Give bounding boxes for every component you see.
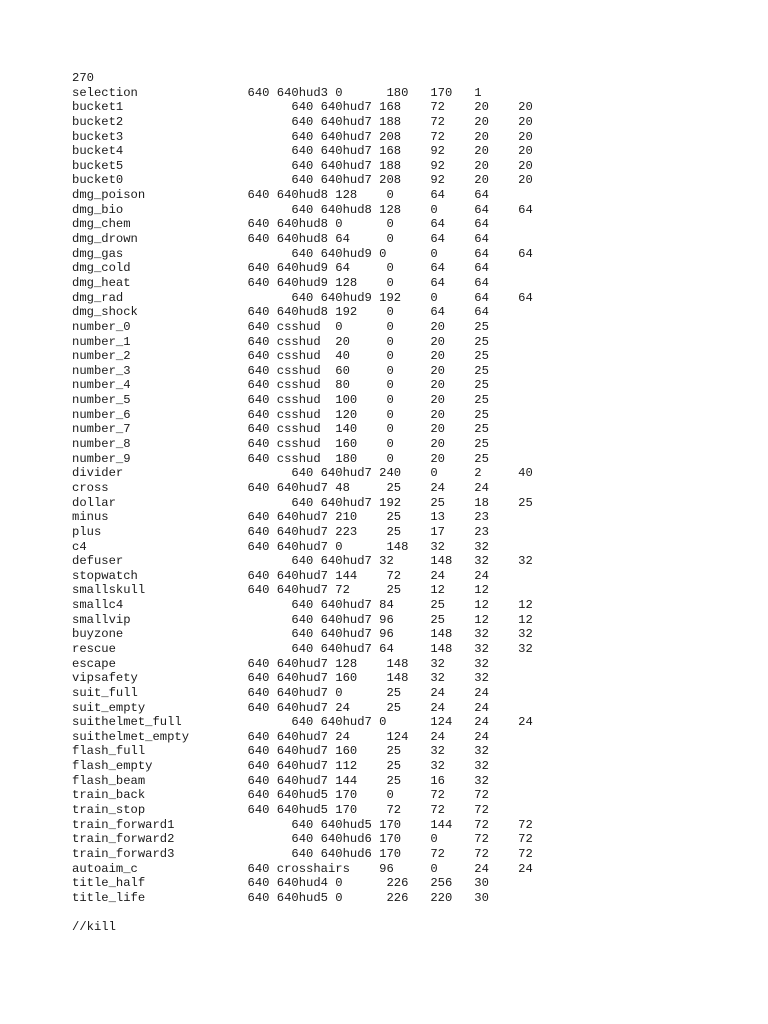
document-line: title_half 640 640hud4 0 226 256 30 — [72, 876, 489, 891]
text-document — [72, 71, 533, 935]
document-line: smallc4 640 640hud7 84 25 12 12 — [72, 598, 533, 613]
document-line: train_back 640 640hud5 170 0 72 72 — [72, 788, 489, 803]
document-line: train_stop 640 640hud5 170 72 72 72 — [72, 803, 489, 818]
document-line: minus 640 640hud7 210 25 13 23 — [72, 510, 489, 525]
document-line: vipsafety 640 640hud7 160 148 32 32 — [72, 671, 489, 686]
document-line: flash_beam 640 640hud7 144 25 16 32 — [72, 773, 489, 788]
document-line: plus 640 640hud7 223 25 17 23 — [72, 524, 489, 539]
document-line: bucket5 640 640hud7 188 92 20 20 — [72, 158, 533, 173]
document-line: stopwatch 640 640hud7 144 72 24 24 — [72, 568, 489, 583]
document-line: defuser 640 640hud7 32 148 32 32 — [72, 554, 533, 569]
document-line: train_forward1 640 640hud5 170 144 72 72 — [72, 817, 533, 832]
document-line: escape 640 640hud7 128 148 32 32 — [72, 656, 489, 671]
document-line: bucket3 640 640hud7 208 72 20 20 — [72, 129, 533, 144]
document-line: bucket1 640 640hud7 168 72 20 20 — [72, 100, 533, 115]
document-line: train_forward3 640 640hud6 170 72 72 72 — [72, 846, 533, 861]
document-line: dmg_poison 640 640hud8 128 0 64 64 — [72, 188, 489, 203]
document-line: dmg_chem 640 640hud8 0 0 64 64 — [72, 217, 489, 232]
document-line: number_7 640 csshud 140 0 20 25 — [72, 422, 489, 437]
document-line: dmg_gas 640 640hud9 0 0 64 64 — [72, 246, 533, 261]
document-line: autoaim_c 640 crosshairs 96 0 24 24 — [72, 861, 533, 876]
document-line: 270 — [72, 71, 94, 85]
document-line: divider 640 640hud7 240 0 2 40 — [72, 466, 533, 481]
document-line: number_4 640 csshud 80 0 20 25 — [72, 378, 489, 393]
document-line: flash_empty 640 640hud7 112 25 32 32 — [72, 759, 489, 774]
document-line: suithelmet_empty 640 640hud7 24 124 24 24 — [72, 729, 489, 744]
document-line: smallskull 640 640hud7 72 25 12 12 — [72, 583, 489, 598]
document-line: suithelmet_full 640 640hud7 0 124 24 24 — [72, 715, 533, 730]
document-line: selection 640 640hud3 0 180 170 1 — [72, 85, 482, 100]
document-line: dmg_drown 640 640hud8 64 0 64 64 — [72, 232, 489, 247]
document-line: dmg_bio 640 640hud8 128 0 64 64 — [72, 202, 533, 217]
document-line: number_6 640 csshud 120 0 20 25 — [72, 407, 489, 422]
document-line: //kill — [72, 920, 116, 935]
document-line: suit_full 640 640hud7 0 25 24 24 — [72, 685, 489, 700]
document-line: number_0 640 csshud 0 0 20 25 — [72, 319, 489, 334]
document-line: suit_empty 640 640hud7 24 25 24 24 — [72, 700, 489, 715]
document-line: rescue 640 640hud7 64 148 32 32 — [72, 641, 533, 656]
document-line: number_5 640 csshud 100 0 20 25 — [72, 393, 489, 408]
document-line: bucket2 640 640hud7 188 72 20 20 — [72, 114, 533, 129]
document-line — [72, 906, 533, 921]
document-line: bucket0 640 640hud7 208 92 20 20 — [72, 173, 533, 188]
document-line: dollar 640 640hud7 192 25 18 25 — [72, 495, 533, 510]
document-line: dmg_rad 640 640hud9 192 0 64 64 — [72, 290, 533, 305]
document-line: flash_full 640 640hud7 160 25 32 32 — [72, 744, 489, 759]
document-line: c4 640 640hud7 0 148 32 32 — [72, 539, 489, 554]
document-line: number_9 640 csshud 180 0 20 25 — [72, 451, 489, 466]
document-line: number_2 640 csshud 40 0 20 25 — [72, 349, 489, 364]
document-line: number_8 640 csshud 160 0 20 25 — [72, 437, 489, 452]
document-line: train_forward2 640 640hud6 170 0 72 72 — [72, 832, 533, 847]
document-line: dmg_heat 640 640hud9 128 0 64 64 — [72, 275, 489, 290]
document-line: dmg_cold 640 640hud9 64 0 64 64 — [72, 261, 489, 276]
document-line: dmg_shock 640 640hud8 192 0 64 64 — [72, 305, 489, 320]
document-line: number_3 640 csshud 60 0 20 25 — [72, 363, 489, 378]
document-line: cross 640 640hud7 48 25 24 24 — [72, 480, 489, 495]
document-line: buyzone 640 640hud7 96 148 32 32 — [72, 627, 533, 642]
document-line: smallvip 640 640hud7 96 25 12 12 — [72, 612, 533, 627]
document-line: number_1 640 csshud 20 0 20 25 — [72, 334, 489, 349]
document-line: bucket4 640 640hud7 168 92 20 20 — [72, 144, 533, 159]
document-line: title_life 640 640hud5 0 226 220 30 — [72, 890, 489, 905]
